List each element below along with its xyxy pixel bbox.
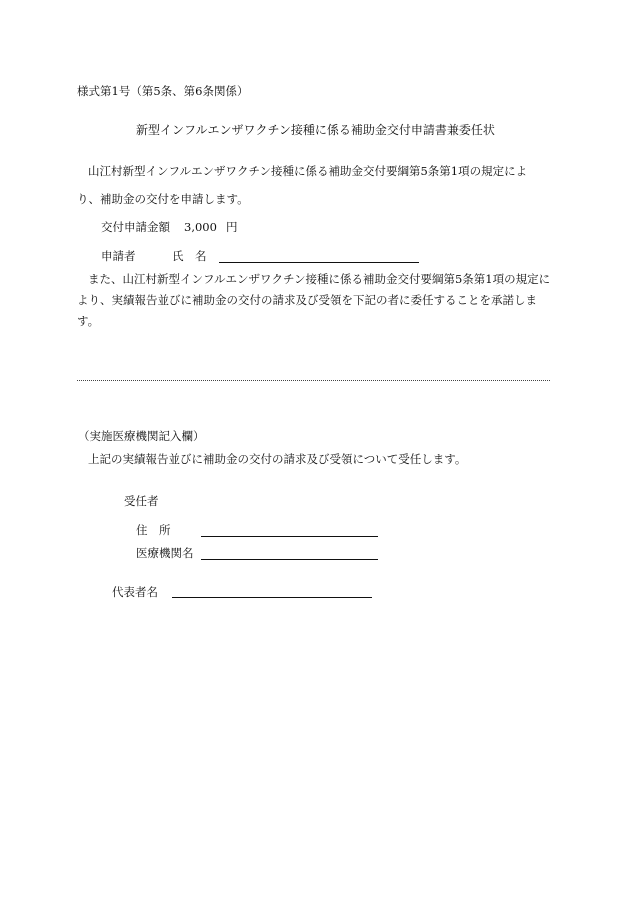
amount-label: 交付申請金額 <box>101 220 170 234</box>
delegation-text: また、山江村新型インフルエンザワクチン接種に係る補助金交付要綱第5条第1項の規定により、実績報告並びに補助金の交付の請求及び受領を下記の者に委任することを承諾します。 <box>77 272 551 328</box>
applicant-name-field[interactable] <box>219 262 419 263</box>
institution-statement: 上記の実績報告並びに補助金の交付の請求及び受領について受任します。 <box>88 452 467 466</box>
delegatee-label: 受任者 <box>124 494 159 508</box>
intro-text-line-1: 山江村新型インフルエンザワクチン接種に係る補助金交付要綱第5条第1項の規定によ <box>88 164 528 178</box>
document-title: 新型インフルエンザワクチン接種に係る補助金交付申請書兼委任状 <box>136 123 495 137</box>
amount-value: 3,000 <box>184 220 217 234</box>
applicant-name-label: 氏 名 <box>172 249 207 263</box>
institution-section-heading: （実施医療機関記入欄） <box>78 429 205 443</box>
institution-name-field[interactable] <box>201 559 378 560</box>
representative-name-field[interactable] <box>172 597 372 598</box>
form-number: 様式第1号（第5条、第6条関係） <box>77 84 249 98</box>
cut-line-divider <box>77 380 550 381</box>
address-label: 住 所 <box>136 523 171 537</box>
address-field[interactable] <box>201 536 378 537</box>
intro-text-line-2: り、補助金の交付を申請します。 <box>77 192 249 206</box>
amount-unit: 円 <box>226 220 238 234</box>
applicant-label: 申請者 <box>101 249 136 263</box>
representative-label: 代表者名 <box>112 585 158 599</box>
institution-name-label: 医療機関名 <box>136 546 194 560</box>
